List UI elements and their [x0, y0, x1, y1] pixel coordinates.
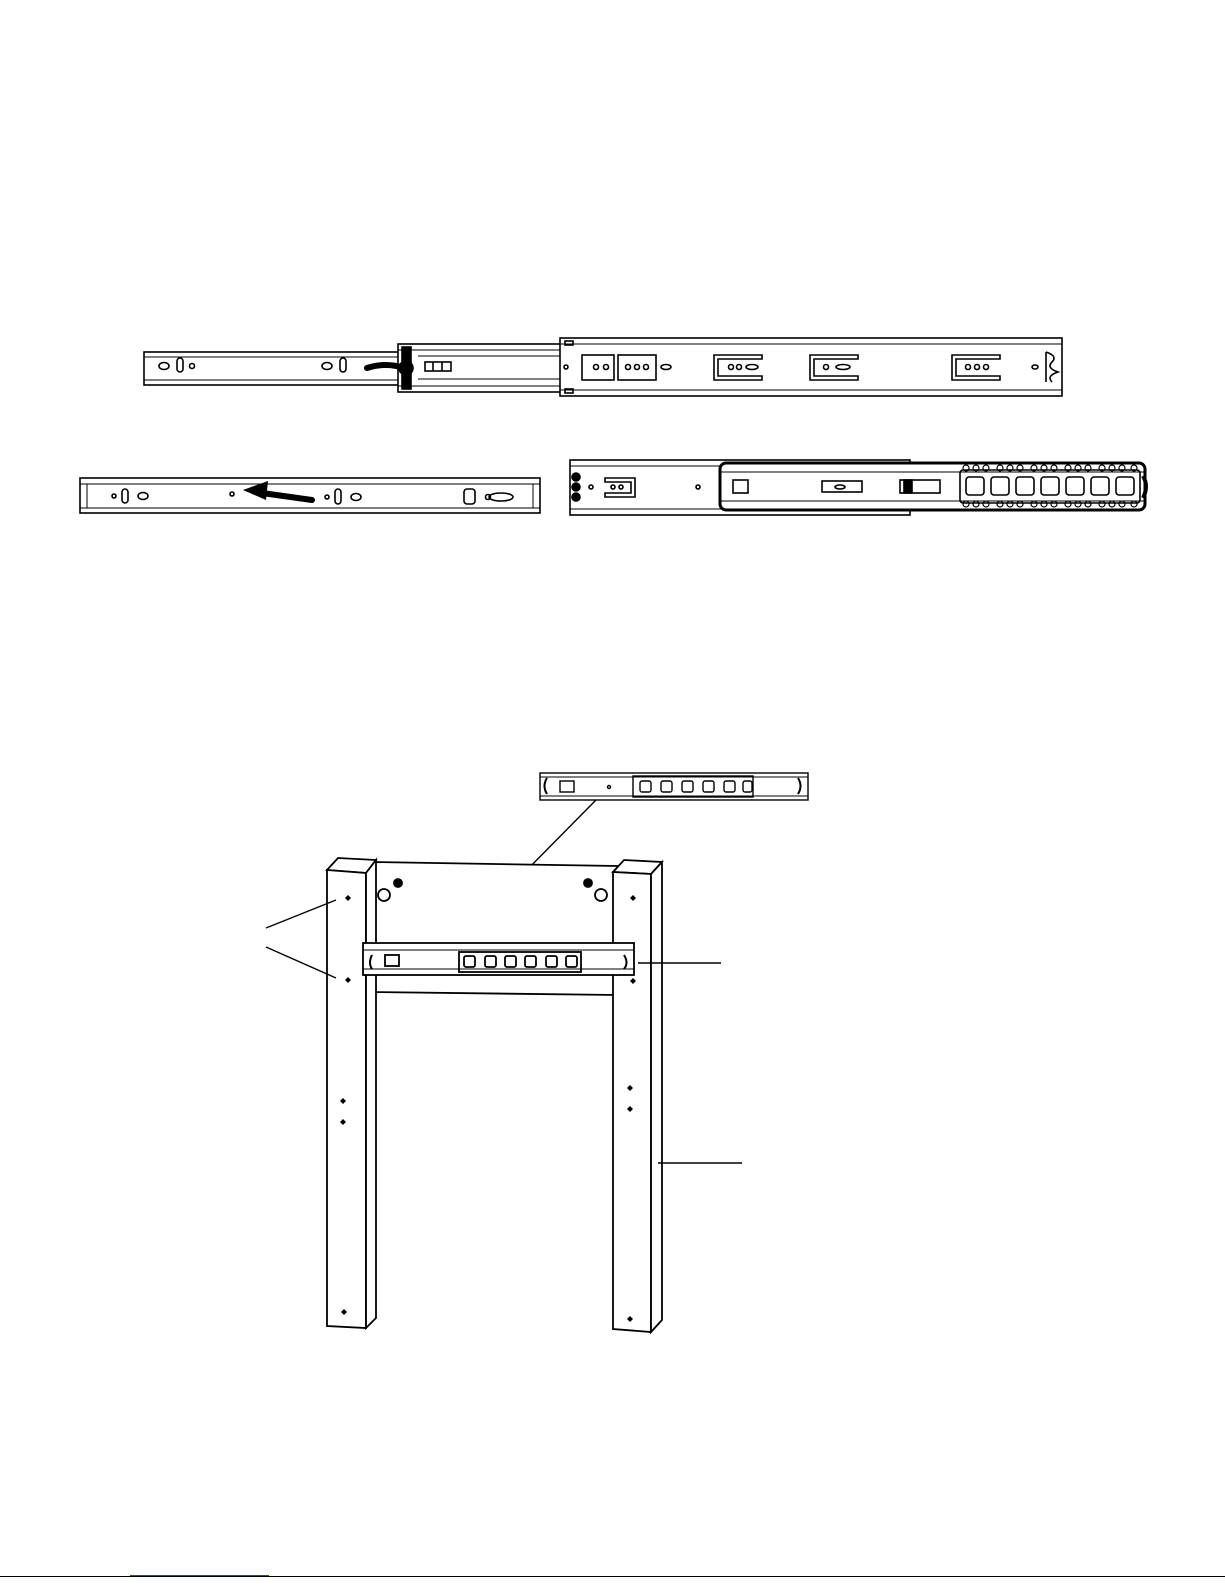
- figure-drawer-member: [570, 460, 1146, 515]
- slide-intermediate-member: [398, 344, 563, 392]
- installed-slide: [363, 943, 634, 975]
- footer-rule: [0, 1576, 1225, 1577]
- slide-outer-member: [560, 338, 1062, 396]
- callout-screw-bottom: [266, 947, 336, 978]
- stop-bumper: [572, 473, 580, 501]
- footer-link-underline[interactable]: [130, 1575, 269, 1576]
- left-post: [327, 858, 376, 1328]
- right-post: [613, 860, 662, 1332]
- figure-cabinet-mounting: [327, 858, 662, 1332]
- figure-slide-detail: [540, 773, 808, 800]
- callout-screw-top: [266, 900, 336, 928]
- figure-slide-extended: [144, 338, 1062, 396]
- slide-inner-member: [144, 352, 400, 385]
- figure-detached-member: [80, 478, 540, 513]
